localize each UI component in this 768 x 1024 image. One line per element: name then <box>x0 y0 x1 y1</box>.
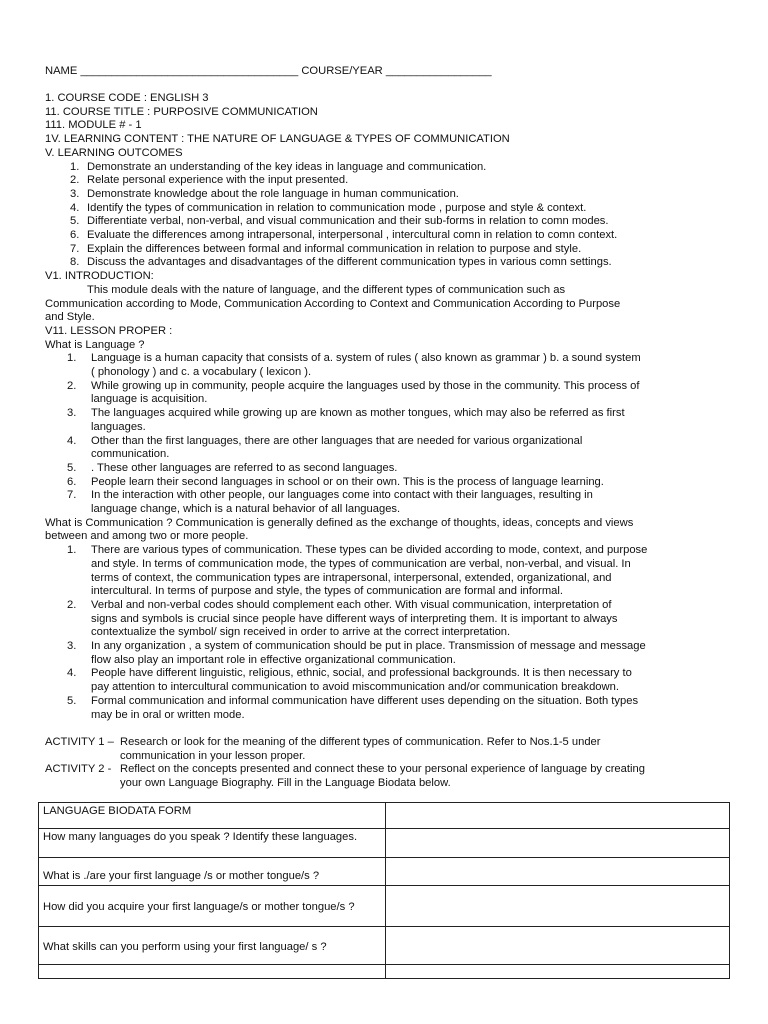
list-number: 6. <box>67 475 77 488</box>
list-text: In any organization , a system of communication should be put in place. Transmission of message and message <box>91 640 646 652</box>
lesson-proper-heading: V11. LESSON PROPER : <box>45 324 173 337</box>
list-number: 5. <box>67 461 77 474</box>
introduction-text: This module deals with the nature of language, and the different types of communication such as <box>87 283 566 296</box>
biodata-answer-cell[interactable] <box>386 829 730 858</box>
list-number: 3. <box>67 640 77 652</box>
activity-1-text: Research or look for the meaning of the different types of communication. Refer to Nos.1-5 under <box>120 735 601 748</box>
activity-2-text: your own Language Biography. Fill in the Language Biodata below. <box>120 777 451 789</box>
list-text: . These other languages are referred to as second languages. <box>91 461 398 474</box>
activity-2-label: ACTIVITY 2 - <box>45 763 112 776</box>
list-number: 1. <box>67 544 77 557</box>
outcome-text: Relate personal experience with the input presented. <box>87 174 349 187</box>
course-title: 11. COURSE TITLE : PURPOSIVE COMMUNICATION <box>45 105 318 118</box>
biodata-answer-cell[interactable] <box>386 886 730 927</box>
introduction-text: Communication according to Mode, Communication According to Context and Communication According to Purpose <box>45 297 621 310</box>
outcome-number: 5. <box>70 215 80 228</box>
list-text: pay attention to intercultural communication to avoid miscommunication and/or communication breakdown. <box>91 681 619 694</box>
biodata-question: How many languages do you speak ? Identify these languages. <box>39 829 386 858</box>
list-text: While growing up in community, people acquire the languages used by those in the community. This process of <box>91 379 640 392</box>
outcome-text: Demonstrate knowledge about the role language in human communication. <box>87 187 459 200</box>
list-text: Other than the first languages, there are other languages that are needed for various organizational <box>91 434 583 447</box>
biodata-question: What skills can you perform using your first language/ s ? <box>39 927 386 965</box>
list-text: Language is a human capacity that consists of a. system of rules ( also known as grammar ) b. a sound system <box>91 352 641 365</box>
biodata-answer-cell[interactable] <box>386 965 730 979</box>
list-text: Verbal and non-verbal codes should complement each other. With visual communication, interpretation of <box>91 598 612 611</box>
activity-1-text: communication in your lesson proper. <box>120 749 306 762</box>
list-text: contextualize the symbol/ sign received in order to arrive at the correct interpretation. <box>91 626 511 639</box>
activity-1-label: ACTIVITY 1 – <box>45 735 114 748</box>
biodata-answer-cell[interactable] <box>386 858 730 886</box>
list-text: There are various types of communication. These types can be divided according to mode, context, and purpose <box>91 544 648 557</box>
what-is-communication-text: between and among two or more people. <box>45 530 249 543</box>
list-text: flow also play an important role in effective organizational communication. <box>91 653 456 666</box>
name-course-line <box>45 65 728 79</box>
list-number: 7. <box>67 489 77 502</box>
outcome-text: Identify the types of communication in relation to communication mode , purpose and style & context. <box>87 201 587 214</box>
outcome-text: Discuss the advantages and disadvantages of the different communication types in various comn settings. <box>87 256 612 269</box>
course-year-label: COURSE/YEAR <box>301 65 383 77</box>
list-text: and style. In terms of communication mode, the types of communication are verbal, non-verbal, and visual. In <box>91 557 631 570</box>
what-is-communication-text: What is Communication ? Communication is generally defined as the exchange of thoughts, ideas, concepts and views <box>45 516 634 529</box>
biodata-form-title: LANGUAGE BIODATA FORM <box>39 803 386 829</box>
list-text: languages. <box>91 420 146 433</box>
biodata-answer-cell[interactable] <box>386 927 730 965</box>
list-number: 3. <box>67 407 77 420</box>
list-text: Formal communication and informal communication have different uses depending on the situation. Both types <box>91 694 639 707</box>
list-text: intercultural. In terms of purpose and style, the types of communication are formal and informal. <box>91 585 563 598</box>
outcome-number: 4. <box>70 201 80 214</box>
introduction-text: and Style. <box>45 311 95 324</box>
list-number: 4. <box>67 667 77 680</box>
introduction-heading: V1. INTRODUCTION: <box>45 270 154 283</box>
module-number: 111. MODULE # - 1 <box>45 119 142 132</box>
list-text: language is acquisition. <box>91 393 208 406</box>
list-number: 1. <box>67 352 77 365</box>
list-text: language change, which is a natural behavior of all languages. <box>91 503 401 515</box>
course-code: 1. COURSE CODE : ENGLISH 3 <box>45 92 209 104</box>
biodata-question: How did you acquire your first language/s or mother tongue/s ? <box>39 886 386 927</box>
name-label: NAME <box>45 65 78 77</box>
list-text: ( phonology ) and c. a vocabulary ( lexicon ). <box>91 366 312 378</box>
list-text: may be in oral or written mode. <box>91 708 245 721</box>
outcome-text: Differentiate verbal, non-verbal, and visual communication and their sub-forms in relation to comn modes. <box>87 215 609 228</box>
list-number: 5. <box>67 694 77 707</box>
list-text: People learn their second languages in school or on their own. This is the process of language learning. <box>91 475 604 488</box>
list-text: The languages acquired while growing up are known as mother tongues, which may also be referred as first <box>91 407 625 420</box>
list-number: 4. <box>67 434 77 447</box>
list-text: People have different linguistic, religious, ethnic, social, and professional backgrounds. It is then necessary to <box>91 667 632 680</box>
outcome-number: 2. <box>70 174 80 187</box>
what-is-language-heading: What is Language ? <box>45 338 145 351</box>
activity-2-text: Reflect on the concepts presented and connect these to your personal experience of language by creating <box>120 763 645 776</box>
outcome-text: Explain the differences between formal and informal communication in relation to purpose and style. <box>87 242 582 255</box>
list-text: signs and symbols is crucial since people have different ways of interpreting them. It is important to always <box>91 612 618 625</box>
biodata-question: What is ./are your first language /s or mother tongue/s ? <box>39 858 386 886</box>
list-text: terms of context, the communication types are intrapersonal, interpersonal, extended, organizational, and <box>91 571 612 584</box>
biodata-blank-cell[interactable] <box>39 965 386 979</box>
outcome-number: 8. <box>70 256 80 269</box>
learning-content: 1V. LEARNING CONTENT : THE NATURE OF LANGUAGE & TYPES OF COMMUNICATION <box>45 133 510 146</box>
name-blank[interactable]: ___________________________________ <box>80 65 299 77</box>
outcome-number: 1. <box>70 160 80 173</box>
outcome-number: 3. <box>70 187 80 200</box>
outcome-text: Demonstrate an understanding of the key ideas in language and communication. <box>87 160 487 173</box>
list-number: 2. <box>67 598 77 611</box>
biodata-answer-cell[interactable] <box>386 803 730 829</box>
language-biodata-form <box>38 802 730 979</box>
learning-outcomes-heading: V. LEARNING OUTCOMES <box>45 146 183 159</box>
list-text: communication. <box>91 448 170 461</box>
list-text: In the interaction with other people, our languages come into contact with their languages, resulting in <box>91 489 593 502</box>
outcome-number: 6. <box>70 229 80 241</box>
outcome-number: 7. <box>70 242 80 255</box>
list-number: 2. <box>67 379 77 392</box>
outcome-text: Evaluate the differences among intrapersonal, interpersonal , intercultural comn in relation to comn context. <box>87 229 618 241</box>
course-year-blank[interactable]: _________________ <box>385 65 492 77</box>
